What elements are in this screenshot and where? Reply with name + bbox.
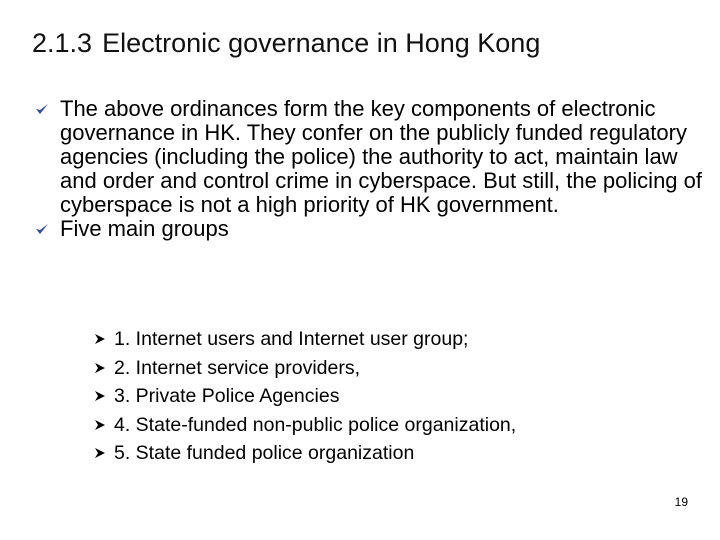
checkmark-icon bbox=[32, 217, 52, 241]
bullet-text: Five main groups bbox=[60, 216, 229, 241]
title-section-number: 2.1.3 bbox=[32, 28, 93, 58]
sub-bullet-text: 1. Internet users and Internet user group; bbox=[114, 328, 469, 350]
sub-bullet-text: 2. Internet service providers, bbox=[114, 356, 361, 379]
sub-bullet-item bbox=[92, 382, 516, 411]
sub-bullet-text: 4. State-funded non-public police organization, bbox=[114, 413, 517, 436]
page-number: 19 bbox=[674, 495, 688, 509]
sub-bullet-text: 5. State funded police organization bbox=[114, 442, 415, 464]
arrow-bullet-icon bbox=[92, 411, 108, 440]
sub-bullet-item bbox=[92, 354, 516, 383]
arrow-bullet-icon bbox=[92, 354, 108, 383]
bullet-item bbox=[32, 217, 702, 241]
checkmark-icon bbox=[32, 97, 52, 121]
arrow-bullet-icon bbox=[92, 382, 108, 411]
slide-title bbox=[32, 28, 540, 59]
sub-bullet-text: 3. Private Police Agencies bbox=[114, 385, 340, 407]
sub-bullet-item bbox=[92, 439, 516, 468]
bullet-item bbox=[32, 97, 702, 217]
sub-bullet-item bbox=[92, 325, 516, 354]
sub-bullet-list bbox=[92, 325, 516, 468]
title-text: Electronic governance in Hong Kong bbox=[102, 28, 541, 58]
arrow-bullet-icon bbox=[92, 439, 108, 468]
sub-bullet-item bbox=[92, 411, 516, 440]
arrow-bullet-icon bbox=[92, 325, 108, 354]
bullet-text: The above ordinances form the key components of electronic governance in HK. They confer on the publicly funded regulatory agencies (including the police) the authority to act, maintain law and order and control crime in cyberspace. But still, the policing of cyberspace is not a high priority of HK government. bbox=[60, 96, 702, 217]
main-bullet-list bbox=[32, 97, 702, 241]
